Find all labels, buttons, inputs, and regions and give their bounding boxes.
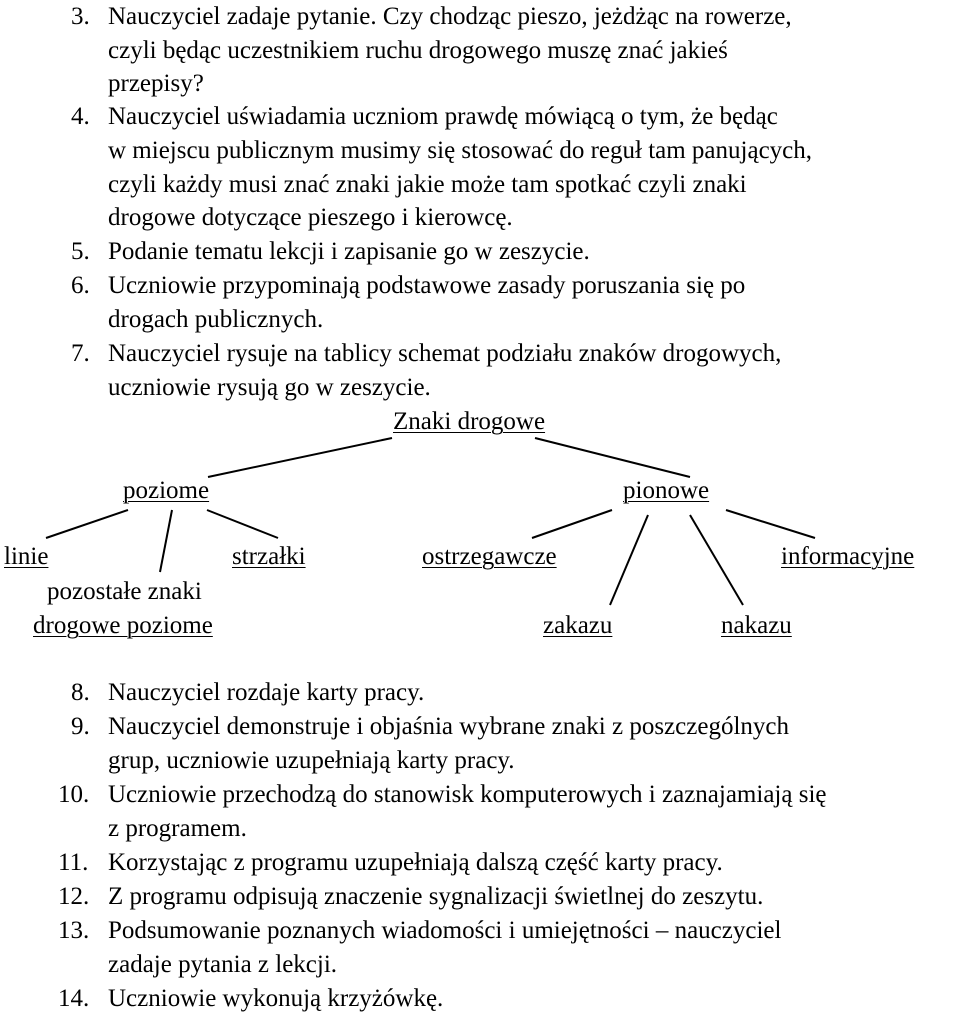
step-text-line: Nauczyciel rozdaje karty pracy. bbox=[108, 679, 425, 706]
step-text-line: uczniowie rysują go w zeszycie. bbox=[108, 374, 431, 401]
step-number: 11. bbox=[58, 849, 89, 876]
connector-root-to-poziome bbox=[208, 438, 392, 477]
diagram-poziome-label: poziome bbox=[123, 477, 210, 504]
step-text-line: Nauczyciel uświadamia uczniom prawdę mówiącą o tym, że będąc bbox=[108, 103, 778, 130]
connector-poziome-to-linie bbox=[46, 510, 128, 538]
step-number: 5. bbox=[71, 238, 90, 265]
step-text-line: Korzystając z programu uzupełniają dalszą część karty pracy. bbox=[108, 849, 723, 876]
diagram-pionowe-label: pionowe bbox=[623, 477, 710, 504]
connector-root-to-pionowe bbox=[535, 438, 690, 477]
step-text-line: przepisy? bbox=[108, 70, 204, 97]
step-text-line: Z programu odpisują znaczenie sygnalizacji świetlnej do zeszytu. bbox=[108, 883, 764, 910]
diagram-root-label: Znaki drogowe bbox=[393, 408, 546, 435]
diagram-informacyjne-label: informacyjne bbox=[781, 543, 915, 570]
step-number: 10. bbox=[58, 781, 90, 808]
diagram-strzalki-label: strzałki bbox=[232, 543, 306, 570]
step-text-line: drogowe dotyczące pieszego i kierowcę. bbox=[108, 204, 513, 231]
step-text-line: zadaje pytania z lekcji. bbox=[108, 951, 338, 978]
diagram-ostrzegawcze-label: ostrzegawcze bbox=[422, 543, 557, 570]
diagram-nakazu-label: nakazu bbox=[721, 612, 792, 639]
step-number: 3. bbox=[71, 3, 90, 30]
connector-pionowe-to-informacyjne bbox=[726, 510, 815, 538]
step-text-line: Nauczyciel rysuje na tablicy schemat podziału znaków drogowych, bbox=[108, 340, 782, 367]
step-number: 7. bbox=[71, 340, 90, 367]
step-text-line: Uczniowie wykonują krzyżówkę. bbox=[108, 985, 444, 1012]
connector-poziome-to-pozostale bbox=[160, 510, 172, 572]
step-text-line: w miejscu publicznym musimy się stosować do reguł tam panujących, bbox=[108, 137, 813, 164]
step-text-line: Nauczyciel zadaje pytanie. Czy chodząc pieszo, jeżdżąc na rowerze, bbox=[108, 3, 792, 30]
step-number: 4. bbox=[71, 103, 90, 130]
diagram-zakazu-label: zakazu bbox=[543, 612, 613, 639]
connector-pionowe-to-zakazu bbox=[610, 515, 648, 605]
step-text-line: Podanie tematu lekcji i zapisanie go w zeszycie. bbox=[108, 238, 590, 265]
step-text-line: Uczniowie przechodzą do stanowisk komputerowych i zaznajamiają się bbox=[108, 781, 827, 808]
step-text-line: Uczniowie przypominają podstawowe zasady poruszania się po bbox=[108, 272, 746, 299]
step-number: 6. bbox=[71, 272, 90, 299]
step-text-line: czyli każdy musi znać znaki jakie może tam spotkać czyli znaki bbox=[108, 171, 747, 198]
connector-pionowe-to-nakazu bbox=[690, 515, 743, 605]
connector-poziome-to-strzalki bbox=[207, 510, 278, 538]
step-text-line: czyli będąc uczestnikiem ruchu drogowego muszę znać jakieś bbox=[108, 37, 728, 64]
step-text-line: grup, uczniowie uzupełniają karty pracy. bbox=[108, 747, 515, 774]
step-number: 14. bbox=[58, 985, 90, 1012]
step-number: 9. bbox=[71, 713, 90, 740]
diagram-pozostale-label-line2: drogowe poziome bbox=[33, 612, 213, 639]
step-number: 12. bbox=[58, 883, 90, 910]
diagram-linie-label: linie bbox=[4, 543, 49, 570]
connector-pionowe-to-ostrzegawcze bbox=[532, 510, 612, 538]
step-text-line: z programem. bbox=[108, 815, 247, 842]
step-number: 13. bbox=[58, 917, 90, 944]
step-number: 8. bbox=[71, 679, 90, 706]
diagram-pozostale-label-line1: pozostałe znaki bbox=[47, 578, 202, 605]
step-text-line: drogach publicznych. bbox=[108, 306, 324, 333]
step-text-line: Nauczyciel demonstruje i objaśnia wybrane znaki z poszczególnych bbox=[108, 713, 789, 740]
step-text-line: Podsumowanie poznanych wiadomości i umiejętności – nauczyciel bbox=[108, 917, 782, 944]
